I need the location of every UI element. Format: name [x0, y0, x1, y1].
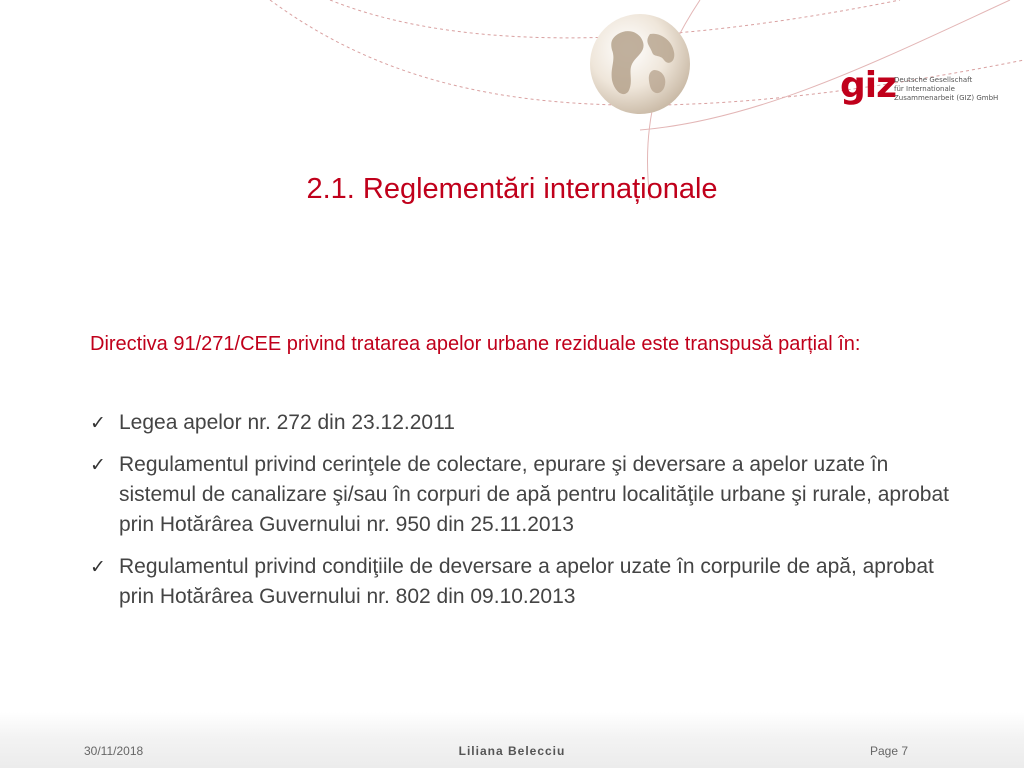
logo-line: für Internationale	[894, 85, 955, 93]
logo-line: Deutsche Gesellschaft	[894, 76, 973, 84]
list-item	[90, 408, 950, 438]
giz-logo	[840, 65, 1000, 110]
bullet-list	[90, 408, 950, 624]
checkmark-icon: ✓	[90, 412, 106, 434]
footer-band	[0, 712, 1024, 768]
logo-mark: giz	[840, 65, 897, 106]
decorative-curves	[0, 0, 1024, 330]
footer-author: Liliana Belecciu	[458, 744, 566, 758]
footer-page-number: Page 7	[870, 744, 909, 758]
list-item	[90, 450, 950, 540]
intro-paragraph: Directiva 91/271/CEE privind tratarea apelor urbane reziduale este transpusă parțial în:	[90, 333, 861, 355]
list-item-text: Legea apelor nr. 272 din 23.12.2011	[119, 411, 455, 434]
list-item-text: Regulamentul privind condiţiile de deversare a apelor uzate în corpurile de apă, aprobat prin Hotărârea Guvernului nr. 802 din 09.10.2013	[119, 555, 934, 608]
list-item	[90, 552, 950, 612]
logo-text	[894, 76, 998, 103]
list-item-text: Regulamentul privind cerinţele de colectare, epurare şi deversare a apelor uzate în sistemul de canalizare şi/sau în corpuri de apă pentru localităţile urbane şi rurale, aprobat prin Hotărârea Guvernului nr. 950 din 25.11.2013	[119, 453, 949, 536]
checkmark-icon: ✓	[90, 454, 106, 476]
globe-icon	[588, 12, 692, 116]
logo-line: Zusammenarbeit (GIZ) GmbH	[894, 94, 999, 102]
slide-title: 2.1. Reglementări internaționale	[306, 173, 718, 205]
footer-date: 30/11/2018	[84, 744, 144, 758]
checkmark-icon: ✓	[90, 556, 106, 578]
